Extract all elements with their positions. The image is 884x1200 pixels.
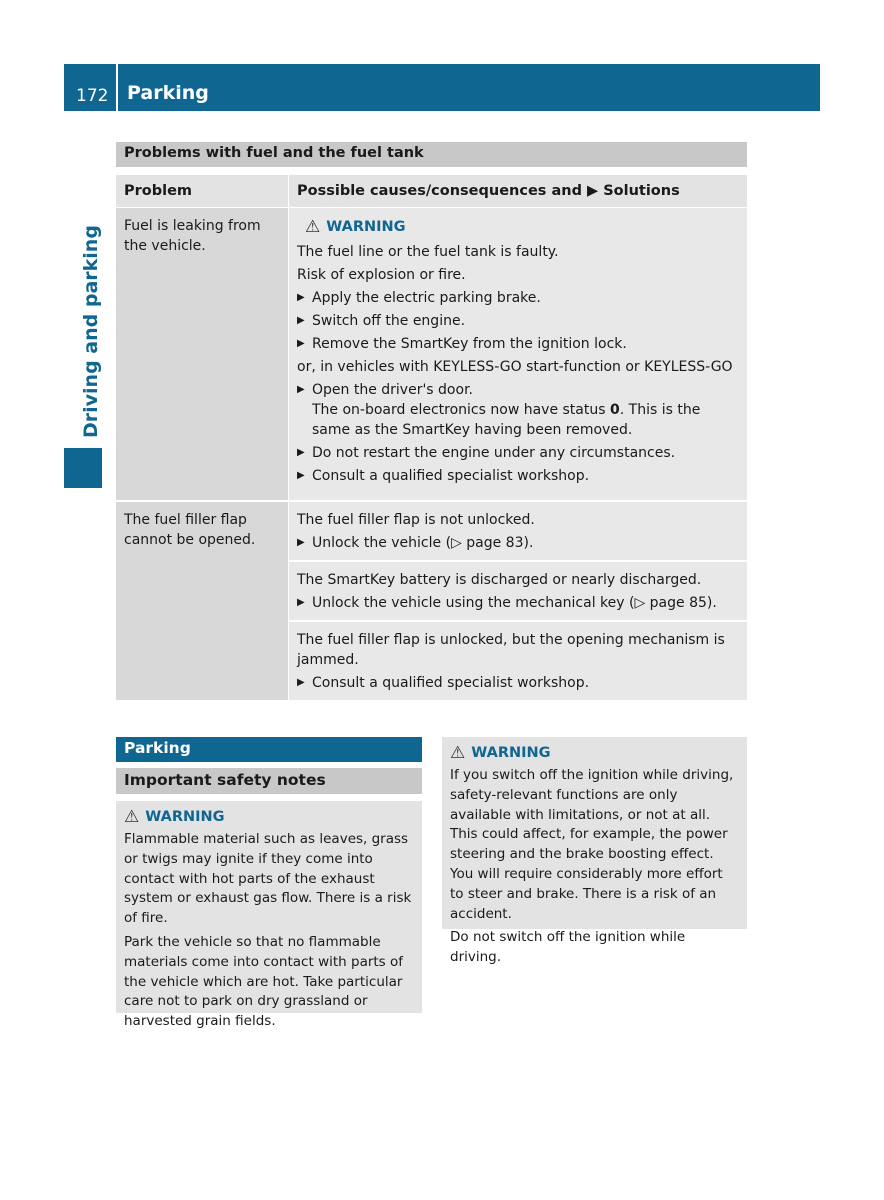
cause-text: The fuel filler flap is unlocked, but the opening mechanism is jammed. bbox=[297, 632, 725, 668]
alternative-text: or, in vehicles with KEYLESS-GO start-function or KEYLESS-GO bbox=[297, 359, 733, 375]
warning-label: WARNING bbox=[326, 219, 406, 235]
chapter-side-label: Driving and parking bbox=[80, 225, 102, 438]
warning-label: WARNING bbox=[471, 745, 551, 761]
warning-triangle-icon: ⚠ bbox=[450, 743, 466, 763]
cause-text: The SmartKey battery is discharged or nearly discharged. bbox=[297, 572, 702, 588]
warning-heading bbox=[450, 743, 739, 763]
step-note bbox=[297, 400, 739, 440]
warning-instruction: Park the vehicle so that no flammable materials come into contact with parts of the vehicle which are hot. Take particular care not to park on dry grassland or harvested grain fields. bbox=[124, 933, 404, 1030]
solution-step: ▶ Unlock the vehicle using the mechanical key (▷ page 85). bbox=[297, 593, 739, 613]
cause-text: The fuel filler flap is not unlocked. bbox=[297, 512, 535, 528]
warning-label: WARNING bbox=[145, 809, 225, 825]
solution-step: ▶ Consult a qualified specialist workshop. bbox=[297, 673, 739, 693]
solution-step: ▶ Remove the SmartKey from the ignition lock. bbox=[297, 334, 739, 354]
warning-heading bbox=[124, 807, 414, 827]
solution-cell-not-unlocked bbox=[289, 502, 747, 560]
warning-text: If you switch off the ignition while driving, safety-relevant functions are only available with limitations, or not at all. This could affect, for example, the power steering and the brake boosting effect. You will require considerably more effort to steer and brake. There is a risk of an accident. bbox=[450, 767, 734, 922]
page-number: 172 bbox=[76, 86, 109, 106]
warning-box-ignition bbox=[442, 737, 747, 966]
column-header-problem: Problem bbox=[116, 175, 288, 207]
solution-step: ▶ Consult a qualified specialist workshop. bbox=[297, 466, 739, 486]
page-title: Parking bbox=[127, 82, 209, 104]
section-heading: Parking bbox=[116, 737, 422, 762]
warning-instruction: Do not switch off the ignition while driving. bbox=[450, 929, 686, 966]
warning-text: Flammable material such as leaves, grass or twigs may ignite if they come into contact with hot parts of the exhaust system or exhaust gas flow. There is a risk of fire. bbox=[124, 831, 412, 927]
solution-step: ▶ Open the driver's door. bbox=[297, 380, 739, 400]
problem-text: Fuel is leaking from the vehicle. bbox=[124, 218, 261, 254]
cause-text: The fuel line or the fuel tank is faulty. bbox=[297, 244, 559, 260]
solution-cell-fuel-leak bbox=[289, 208, 747, 500]
problem-text: The fuel filler flap cannot be opened. bbox=[124, 512, 256, 548]
step-note-text: The on-board electronics now have status bbox=[312, 402, 610, 418]
problem-cell-filler-flap bbox=[116, 502, 288, 700]
solution-cell-battery bbox=[289, 562, 747, 620]
solution-cell-jammed bbox=[289, 622, 747, 700]
header-divider bbox=[116, 64, 118, 111]
warning-triangle-icon: ⚠ bbox=[124, 807, 140, 827]
chapter-tab-marker bbox=[64, 448, 102, 488]
solution-step: ▶ Apply the electric parking brake. bbox=[297, 288, 739, 308]
step-note-text: . This is the same as the SmartKey having been removed. bbox=[312, 402, 701, 438]
status-value: 0 bbox=[610, 402, 620, 418]
problem-cell-fuel-leak bbox=[116, 208, 288, 500]
column-header-solutions: Possible causes/consequences and ▶ Solutions bbox=[289, 175, 747, 207]
solution-step: ▶ Unlock the vehicle (▷ page 83). bbox=[297, 533, 739, 553]
warning-heading bbox=[297, 217, 739, 237]
warning-triangle-icon: ⚠ bbox=[305, 217, 321, 237]
table-title: Problems with fuel and the fuel tank bbox=[116, 142, 747, 167]
solution-step: ▶ Do not restart the engine under any circumstances. bbox=[297, 443, 739, 463]
subsection-heading: Important safety notes bbox=[116, 768, 422, 794]
solution-step: ▶ Switch off the engine. bbox=[297, 311, 739, 331]
consequence-text: Risk of explosion or fire. bbox=[297, 267, 466, 283]
warning-box-fire bbox=[116, 801, 422, 1030]
